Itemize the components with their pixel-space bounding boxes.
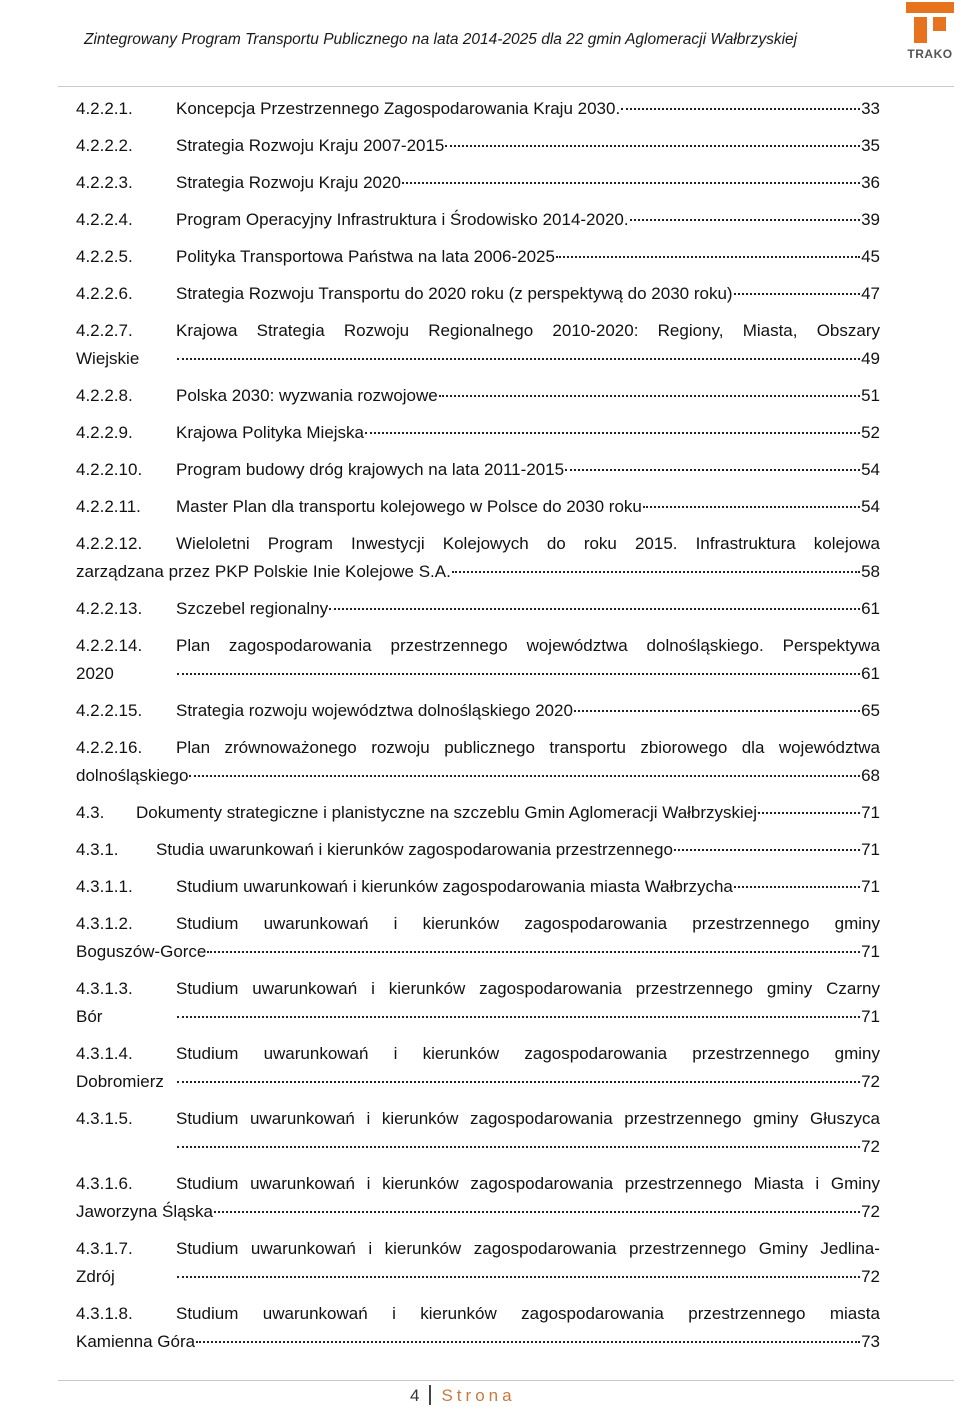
toc-title-word: zagospodarowania xyxy=(524,914,668,933)
footer-divider xyxy=(58,1380,954,1381)
toc-title-word: kolejowa xyxy=(813,534,880,553)
toc-title-word: Kolejowych xyxy=(442,534,529,553)
dot-leader xyxy=(207,947,860,953)
dot-leader xyxy=(445,141,860,147)
toc-entry[interactable] xyxy=(76,1105,880,1170)
toc-number: 4.3.1.7. xyxy=(76,1239,133,1258)
toc-page-number: 51 xyxy=(861,386,880,405)
toc-title-line xyxy=(176,1170,880,1198)
dot-leader xyxy=(177,1077,860,1083)
toc-page-number: 36 xyxy=(861,173,880,192)
toc-title-word: 2010-2020: xyxy=(552,321,639,340)
toc-title-word: przestrzennego xyxy=(692,914,810,933)
toc-title-word: i xyxy=(371,979,375,998)
toc-title: Strategia Rozwoju Kraju 2007-2015 xyxy=(176,136,445,155)
toc-entry[interactable] xyxy=(76,734,880,799)
toc-title-word: gminy xyxy=(753,1109,799,1128)
toc-page-number: 61 xyxy=(861,664,880,683)
toc-number: 4.2.2.3. xyxy=(76,173,133,192)
toc-page-number: 61 xyxy=(861,599,880,618)
toc-entry[interactable] xyxy=(76,975,880,1040)
toc-title-word: i xyxy=(393,914,398,933)
toc-title-word: kierunków xyxy=(382,1174,459,1193)
toc-number: 4.3.1.4. xyxy=(76,1044,133,1063)
toc-page-number: 72 xyxy=(861,1267,880,1286)
trako-logo-icon xyxy=(902,0,958,46)
toc-page-number: 39 xyxy=(861,210,880,229)
toc-entry[interactable] xyxy=(76,697,880,734)
footer-page-number: 4 xyxy=(410,1386,420,1405)
toc-title-word: uwarunkowań xyxy=(249,1109,355,1128)
toc-title-word: Studium xyxy=(176,1109,239,1128)
toc-title-word: i xyxy=(393,1044,398,1063)
toc-title-word: kierunków xyxy=(422,914,500,933)
toc-title-continuation: Wiejskie xyxy=(76,349,140,368)
dot-leader xyxy=(643,502,860,508)
toc-title-word: zbiorowego xyxy=(640,738,728,757)
dot-leader xyxy=(630,215,860,221)
toc-title: Strategia Rozwoju Kraju 2020 xyxy=(176,173,401,192)
toc-title-word: gminy xyxy=(834,1044,880,1063)
toc-title-word: Studium xyxy=(176,1239,239,1258)
toc-title-word: uwarunkowań xyxy=(263,914,369,933)
toc-title-word: i xyxy=(366,1109,371,1128)
toc-title-continuation: zarządzana przez PKP Polskie Inie Kolejowe S.A. xyxy=(76,562,451,581)
toc-entry[interactable] xyxy=(76,595,880,632)
toc-title-line xyxy=(176,975,880,1003)
toc-entry[interactable] xyxy=(76,169,880,206)
toc-title-continuation: 2020 xyxy=(76,664,114,683)
toc-page-number: 49 xyxy=(861,349,880,368)
toc-title-word: Infrastruktura xyxy=(695,534,796,553)
dot-leader xyxy=(177,1142,860,1148)
dot-leader xyxy=(556,252,860,258)
toc-title-line xyxy=(176,734,880,762)
page-footer xyxy=(410,1386,516,1407)
toc-title-line xyxy=(176,632,880,660)
toc-title-word: Wieloletni xyxy=(176,534,250,553)
toc-title-word: zagospodarowania xyxy=(228,636,372,655)
toc-title-word: zagospodarowania xyxy=(521,1304,664,1323)
toc-page-number: 52 xyxy=(861,423,880,442)
table-of-contents xyxy=(76,95,880,1365)
dot-leader xyxy=(177,1012,860,1018)
toc-title: Program Operacyjny Infrastruktura i Środowisko 2014-2020. xyxy=(176,210,629,229)
toc-title-word: województwa xyxy=(526,636,628,655)
toc-number: 4.2.2.11. xyxy=(76,497,141,516)
dot-leader xyxy=(329,604,860,610)
toc-title-word: przestrzennego xyxy=(628,1239,747,1258)
toc-title-word: przestrzennego xyxy=(635,979,753,998)
toc-title-line xyxy=(176,1040,880,1068)
toc-title-continuation: Zdrój xyxy=(76,1267,115,1286)
toc-entry[interactable] xyxy=(76,280,880,317)
toc-page-number: 71 xyxy=(861,942,880,961)
toc-title-word: uwarunkowań xyxy=(263,1044,369,1063)
dot-leader xyxy=(565,465,860,471)
toc-title: Dokumenty strategiczne i planistyczne na szczeblu Gmin Aglomeracji Wałbrzyskiej xyxy=(136,803,758,822)
dot-leader xyxy=(452,567,860,573)
toc-number: 4.2.2.7. xyxy=(76,321,133,340)
toc-entry[interactable] xyxy=(76,1235,880,1300)
toc-page-number: 72 xyxy=(861,1202,880,1221)
toc-page-number: 72 xyxy=(861,1072,880,1091)
toc-title-word: przestrzennego xyxy=(688,1304,806,1323)
toc-number: 4.2.2.10. xyxy=(76,460,143,479)
toc-page-number: 72 xyxy=(861,1137,880,1156)
toc-title-word: przestrzennego xyxy=(692,1044,810,1063)
toc-title-word: Plan xyxy=(176,738,211,757)
toc-title-word: dolnośląskiego. xyxy=(646,636,764,655)
footer-separator xyxy=(429,1385,431,1405)
toc-title-word: zagospodarowania xyxy=(470,1174,614,1193)
toc-title-word: miasta xyxy=(829,1304,880,1323)
toc-number: 4.3.1.6. xyxy=(76,1174,133,1193)
toc-title-line xyxy=(176,530,880,558)
toc-entry[interactable] xyxy=(76,243,880,280)
toc-title-word: Inwestycji xyxy=(351,534,425,553)
toc-page-number: 65 xyxy=(861,701,880,720)
dot-leader xyxy=(177,1272,860,1278)
toc-title-word: gminy xyxy=(766,979,813,998)
toc-title-word: kierunków xyxy=(388,979,466,998)
toc-entry[interactable] xyxy=(76,530,880,595)
toc-number: 4.3.1.2. xyxy=(76,914,133,933)
toc-entry[interactable] xyxy=(76,873,880,910)
toc-number: 4.2.2.14. xyxy=(76,636,143,655)
toc-title-word: Głuszyca xyxy=(810,1109,880,1128)
dot-leader xyxy=(177,669,860,675)
toc-title: Strategia rozwoju województwa dolnośląskiego 2020 xyxy=(176,701,573,720)
toc-page-number: 71 xyxy=(861,1007,880,1026)
dot-leader xyxy=(574,706,860,712)
toc-title-word: i xyxy=(366,1174,371,1193)
toc-title: Studia uwarunkowań i kierunków zagospodarowania przestrzennego xyxy=(156,840,673,859)
dot-leader xyxy=(734,882,860,888)
toc-title-word: Jedlina- xyxy=(820,1239,880,1258)
toc-title-word: Program xyxy=(267,534,333,553)
toc-title: Krajowa Polityka Miejska xyxy=(176,423,365,442)
logo-text: TRAKO xyxy=(907,47,953,61)
toc-title-word: Gminy xyxy=(758,1239,808,1258)
toc-title-word: Regiony, xyxy=(657,321,724,340)
dot-leader xyxy=(439,391,860,397)
toc-title-word: uwarunkowań xyxy=(250,1174,355,1193)
toc-page-number: 47 xyxy=(861,284,880,303)
toc-entry[interactable] xyxy=(76,382,880,419)
dot-leader xyxy=(674,845,860,851)
toc-title-word: i xyxy=(392,1304,396,1323)
toc-title-continuation: Boguszów-Gorce xyxy=(76,942,207,961)
toc-entry[interactable] xyxy=(76,95,880,132)
toc-title-word: i xyxy=(815,1174,820,1193)
toc-title-word: do xyxy=(546,534,566,553)
toc-title-word: Miasta, xyxy=(742,321,798,340)
toc-title-word: przestrzennego xyxy=(624,1109,742,1128)
toc-title: Szczebel regionalny xyxy=(176,599,329,618)
toc-title: Master Plan dla transportu kolejowego w Polsce do 2030 roku xyxy=(176,497,642,516)
toc-page-number: 73 xyxy=(861,1332,880,1351)
toc-title-word: Studium xyxy=(176,1174,239,1193)
toc-number: 4.3.1.3. xyxy=(76,979,133,998)
toc-entry[interactable] xyxy=(76,206,880,243)
dot-leader xyxy=(177,354,860,360)
toc-page-number: 58 xyxy=(861,562,880,581)
dot-leader xyxy=(621,104,860,110)
toc-page-number: 35 xyxy=(861,136,880,155)
toc-title-word: Obszary xyxy=(816,321,880,340)
toc-page-number: 54 xyxy=(861,497,880,516)
dot-leader xyxy=(758,808,860,814)
toc-title-word: dla xyxy=(741,738,765,757)
dot-leader xyxy=(402,178,860,184)
toc-entry[interactable] xyxy=(76,799,880,836)
toc-title-line xyxy=(176,1235,880,1263)
toc-title-word: zagospodarowania xyxy=(479,979,622,998)
toc-number: 4.2.2.4. xyxy=(76,210,133,229)
toc-title-word: Gminy xyxy=(830,1174,880,1193)
toc-title: Polska 2030: wyzwania rozwojowe xyxy=(176,386,438,405)
header-divider xyxy=(58,86,954,87)
toc-title-word: uwarunkowań xyxy=(252,979,358,998)
toc-number: 4.2.2.1. xyxy=(76,99,133,118)
toc-title-word: Plan xyxy=(176,636,211,655)
footer-page-label: Strona xyxy=(441,1386,516,1405)
toc-title-word: Studium xyxy=(176,979,239,998)
toc-title-word: zagospodarowania xyxy=(473,1239,617,1258)
toc-title: Studium uwarunkowań i kierunków zagospodarowania miasta Wałbrzycha xyxy=(176,877,733,896)
toc-title-word: gminy xyxy=(834,914,880,933)
toc-number: 4.2.2.8. xyxy=(76,386,133,405)
toc-page-number: 68 xyxy=(861,766,880,785)
toc-title-word: i xyxy=(368,1239,373,1258)
toc-title-word: zagospodarowania xyxy=(524,1044,668,1063)
toc-title-word: Czarny xyxy=(826,979,880,998)
dot-leader xyxy=(196,1337,860,1343)
toc-page-number: 71 xyxy=(861,840,880,859)
toc-title-word: zagospodarowania xyxy=(469,1109,613,1128)
toc-title-word: kierunków xyxy=(384,1239,462,1258)
toc-title-word: Studium xyxy=(176,1044,239,1063)
toc-page-number: 45 xyxy=(861,247,880,266)
toc-title-word: Regionalnego xyxy=(428,321,534,340)
toc-title-word: Studium xyxy=(176,1304,239,1323)
toc-title: Program budowy dróg krajowych na lata 2011-2015 xyxy=(176,460,565,479)
toc-title-word: transportu xyxy=(549,738,626,757)
toc-title-word: kierunków xyxy=(420,1304,497,1323)
toc-entry[interactable] xyxy=(76,456,880,493)
toc-title-continuation: Bór xyxy=(76,1007,103,1026)
toc-number: 4.3.1.1. xyxy=(76,877,133,896)
toc-title-word: 2015. xyxy=(634,534,678,553)
toc-number: 4.2.2.9. xyxy=(76,423,133,442)
toc-title-word: zrównoważonego xyxy=(224,738,357,757)
toc-title: Strategia Rozwoju Transportu do 2020 roku (z perspektywą do 2030 roku) xyxy=(176,284,733,303)
toc-title-word: Rozwoju xyxy=(343,321,410,340)
toc-page-number: 54 xyxy=(861,460,880,479)
toc-number: 4.3.1.5. xyxy=(76,1109,133,1128)
toc-title-line xyxy=(176,1105,880,1133)
toc-page-number: 33 xyxy=(861,99,880,118)
toc-title-continuation: Dobromierz xyxy=(76,1072,164,1091)
toc-entry[interactable] xyxy=(76,1170,880,1235)
toc-entry[interactable] xyxy=(76,836,880,873)
toc-entry[interactable] xyxy=(76,317,880,382)
trako-logo xyxy=(902,0,958,62)
toc-number: 4.2.2.5. xyxy=(76,247,133,266)
toc-title-word: rozwoju xyxy=(371,738,430,757)
toc-number: 4.3.1. xyxy=(76,840,119,859)
toc-entry[interactable] xyxy=(76,493,880,530)
toc-title-continuation: Jaworzyna Śląska xyxy=(76,1202,214,1221)
toc-title-line xyxy=(176,317,880,345)
toc-title-line xyxy=(176,1300,880,1328)
toc-number: 4.2.2.12. xyxy=(76,534,143,553)
toc-number: 4.2.2.13. xyxy=(76,599,143,618)
toc-title-continuation: Kamienna Góra xyxy=(76,1332,196,1351)
dot-leader xyxy=(214,1207,860,1213)
toc-title-line xyxy=(176,910,880,938)
toc-number: 4.2.2.6. xyxy=(76,284,133,303)
toc-title-word: publicznego xyxy=(444,738,535,757)
toc-title-word: przestrzennego xyxy=(390,636,508,655)
toc-page-number: 71 xyxy=(861,803,880,822)
toc-title-word: kierunków xyxy=(422,1044,500,1063)
toc-title-word: województwa xyxy=(778,738,880,757)
toc-title-word: uwarunkowań xyxy=(262,1304,368,1323)
dot-leader xyxy=(365,428,860,434)
toc-title-word: Krajowa xyxy=(176,321,238,340)
toc-entry[interactable] xyxy=(76,632,880,697)
toc-entry[interactable] xyxy=(76,132,880,169)
toc-entry[interactable] xyxy=(76,1040,880,1105)
toc-number: 4.2.2.16. xyxy=(76,738,143,757)
toc-title-word: przestrzennego xyxy=(624,1174,742,1193)
toc-title-continuation: dolnośląskiego xyxy=(76,766,189,785)
toc-page-number: 71 xyxy=(861,877,880,896)
toc-number: 4.3.1.8. xyxy=(76,1304,133,1323)
toc-title-word: Perspektywa xyxy=(782,636,880,655)
toc-title: Polityka Transportowa Państwa na lata 2006-2025 xyxy=(176,247,555,266)
toc-number: 4.2.2.15. xyxy=(76,701,143,720)
toc-title-word: uwarunkowań xyxy=(250,1239,356,1258)
toc-entry[interactable] xyxy=(76,910,880,975)
toc-title-word: Miasta xyxy=(753,1174,804,1193)
toc-title-word: Strategia xyxy=(256,321,325,340)
document-header-title: Zintegrowany Program Transportu Publicznego na lata 2014-2025 dla 22 gmin Aglomeracji Wałbrzyskiej xyxy=(84,31,798,48)
dot-leader xyxy=(189,771,860,777)
dot-leader xyxy=(734,289,860,295)
toc-title-word: Studium xyxy=(176,914,239,933)
toc-number: 4.3. xyxy=(76,803,105,822)
toc-number: 4.2.2.2. xyxy=(76,136,133,155)
toc-title-word: kierunków xyxy=(381,1109,459,1128)
toc-entry[interactable] xyxy=(76,419,880,456)
toc-entry[interactable] xyxy=(76,1300,880,1365)
toc-title-word: roku xyxy=(583,534,617,553)
toc-title: Koncepcja Przestrzennego Zagospodarowania Kraju 2030. xyxy=(176,99,621,118)
